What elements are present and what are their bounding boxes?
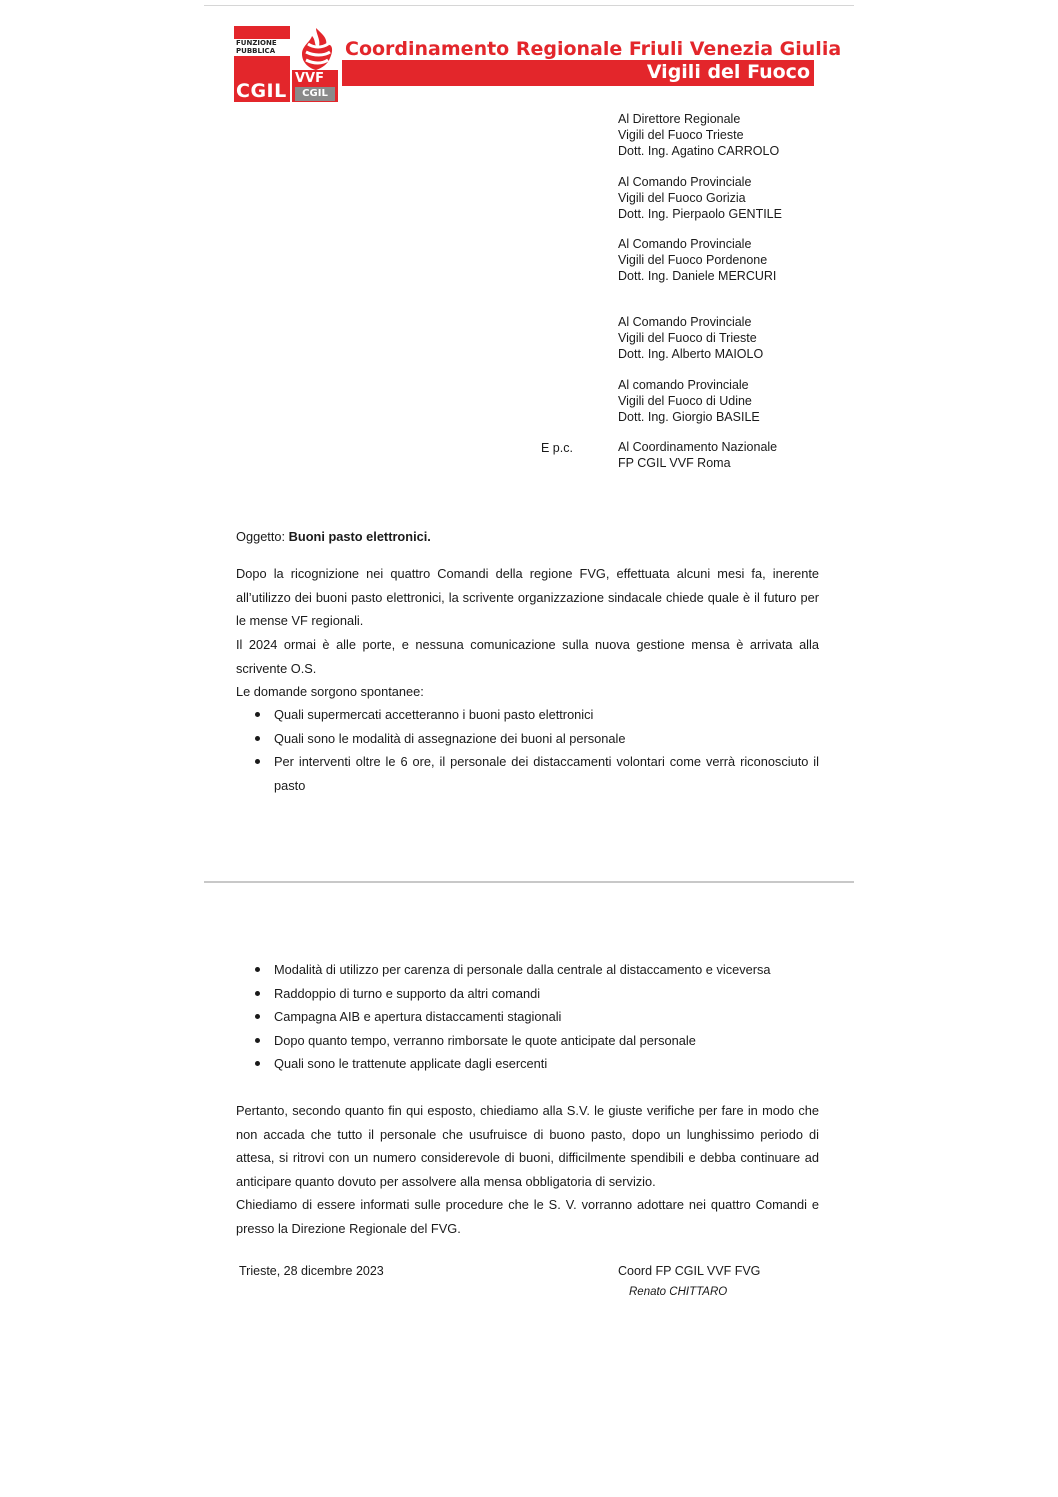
recipient-line: Vigili del Fuoco di Udine — [618, 393, 752, 408]
recipient-line: Vigili del Fuoco Pordenone — [618, 252, 768, 267]
list-item: Per interventi oltre le 6 ore, il personale dei distaccamenti volontari come verrà riconosciuto il pasto — [236, 750, 819, 797]
recipient-line: Al Comando Provinciale — [618, 237, 752, 251]
cgil-logo — [234, 26, 340, 104]
recipient-line: Dott. Ing. Agatino CARROLO — [618, 143, 780, 158]
subject-label: Oggetto: — [236, 529, 286, 544]
paragraph: Chiediamo di essere informati sulle procedure che le S. V. vorranno adottare nei quattro Comandi e presso la Direzione Regionale del FVG. — [236, 1197, 819, 1236]
cc-line: Al Coordinamento Nazionale — [618, 440, 778, 454]
paragraph: Il 2024 ormai è alle porte, e nessuna comunicazione sulla nuova gestione mensa è arrivata alla scrivente O.S. — [236, 637, 819, 676]
subject-line — [236, 529, 819, 544]
questions-list — [236, 703, 819, 797]
list-item: Quali sono le trattenute applicate dagli esercenti — [236, 1052, 819, 1076]
recipient-line: Al Direttore Regionale — [618, 112, 741, 126]
recipient-line: Al Comando Provinciale — [618, 315, 752, 329]
page-break-divider — [204, 881, 854, 883]
header-subtitle: Vigili del Fuoco — [646, 61, 810, 83]
paragraph: Pertanto, secondo quanto fin qui esposto, chiediamo alla S.V. le giuste verifiche per fare in modo che non accada che tutto il personale che usufruisce di buono pasto, dopo un lunghissimo periodo di attesa, si ritrovi con un numero considerevole di buoni, difficilmente spendibili e debba continuare ad anticipare quanto dovuto per assolvere alla mensa obbligatoria di servizio. — [236, 1103, 819, 1189]
cc-line: FP CGIL VVF Roma — [618, 455, 731, 470]
list-item: Raddoppio di turno e supporto da altri comandi — [236, 982, 819, 1006]
recipient-block — [618, 112, 779, 159]
recipient-line: Dott. Ing. Giorgio BASILE — [618, 409, 760, 424]
logo-fp-text: FUNZIONE PUBBLICA — [236, 39, 277, 55]
recipient-line: Dott. Ing. Daniele MERCURI — [618, 268, 777, 283]
recipient-line: Dott. Ing. Alberto MAIOLO — [618, 346, 764, 361]
questions-list-continued — [236, 958, 819, 1076]
recipient-block — [618, 175, 782, 222]
subject-value: Buoni pasto elettronici. — [288, 529, 431, 544]
signing-organization: Coord FP CGIL VVF FVG — [618, 1264, 761, 1278]
list-item: Modalità di utilizzo per carenza di personale dalla centrale al distaccamento e viceversa — [236, 958, 819, 982]
logo-cgil-text: CGIL — [236, 80, 287, 102]
recipient-line: Al comando Provinciale — [618, 378, 749, 392]
flame-icon — [292, 26, 340, 72]
recipient-block — [618, 237, 776, 284]
list-item: Quali supermercati accetteranno i buoni pasto elettronici — [236, 703, 819, 727]
list-item: Quali sono le modalità di assegnazione dei buoni al personale — [236, 727, 819, 751]
list-item: Campagna AIB e apertura distaccamenti stagionali — [236, 1005, 819, 1029]
recipient-line: Al Comando Provinciale — [618, 175, 752, 189]
cc-recipient-block — [618, 440, 777, 472]
recipient-line: Vigili del Fuoco Gorizia — [618, 190, 746, 205]
list-item: Dopo quanto tempo, verranno rimborsate le quote anticipate dal personale — [236, 1029, 819, 1053]
paragraph: Dopo la ricognizione nei quattro Comandi della regione FVG, effettuata alcuni mesi fa, inerente all’utilizzo dei buoni pasto elettronici, la scrivente organizzazione sindacale chiede quale è il futuro per le mense VF regionali. — [236, 566, 819, 629]
logo-vvf-sub: CGIL — [295, 87, 335, 101]
vvf-flame-logo — [292, 26, 340, 104]
page-top-border — [204, 5, 854, 6]
recipient-block — [618, 315, 763, 362]
header-title-bar — [342, 60, 814, 86]
cc-label: E p.c. — [541, 441, 573, 455]
place-date: Trieste, 28 dicembre 2023 — [239, 1264, 384, 1278]
paragraph: Le domande sorgono spontanee: — [236, 684, 424, 699]
logo-vvf-text: VVF — [295, 71, 325, 86]
signer-name: Renato CHITTARO — [629, 1286, 728, 1298]
recipient-line: Dott. Ing. Pierpaolo GENTILE — [618, 206, 782, 221]
recipient-line: Vigili del Fuoco Trieste — [618, 127, 744, 142]
header-title: Coordinamento Regionale Friuli Venezia Giulia — [345, 38, 842, 60]
recipient-line: Vigili del Fuoco di Trieste — [618, 330, 757, 345]
recipient-block — [618, 378, 760, 425]
